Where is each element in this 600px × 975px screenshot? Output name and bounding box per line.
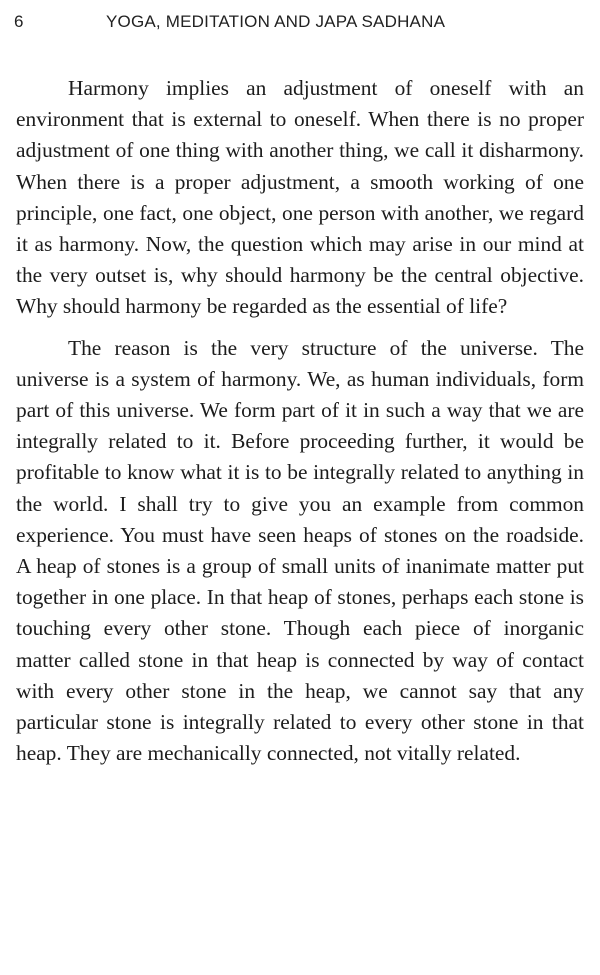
running-head <box>14 12 586 38</box>
book-title: YOGA, MEDITATION AND JAPA SADHANA <box>106 12 446 31</box>
body-text <box>16 73 584 779</box>
page-number: 6 <box>14 12 24 31</box>
paragraph: The reason is the very structure of the universe. The universe is a system of harmony. We, as human individuals, form part of this universe. We form part of it in such a way that we are integrally related to it. Before proceeding further, it would be profitable to know what it is to be integrally related to anything in the world. I shall try to give you an example from common experience. You must have seen heaps of stones on the roadside. A heap of stones is a group of small units of inanimate matter put together in one place. In that heap of stones, perhaps each stone is touching every other stone. Though each piece of inorganic matter called stone in that heap is connected by way of contact with every other stone in the heap, we cannot say that any particular stone is integrally related to every other stone in that heap. They are mechanically connected, not vitally related. <box>16 335 584 766</box>
paragraph: Harmony implies an adjustment of oneself with an environment that is external to oneself. When there is no proper adjustment of one thing with another thing, we call it disharmony. When there is a proper adjustment, a smooth working of one principle, one fact, one object, one person with another, we regard it as harmony. Now, the question which may arise in our mind at the very outset is, why should harmony be the central objective. Why should harmony be regarded as the essential of life? <box>16 76 584 319</box>
